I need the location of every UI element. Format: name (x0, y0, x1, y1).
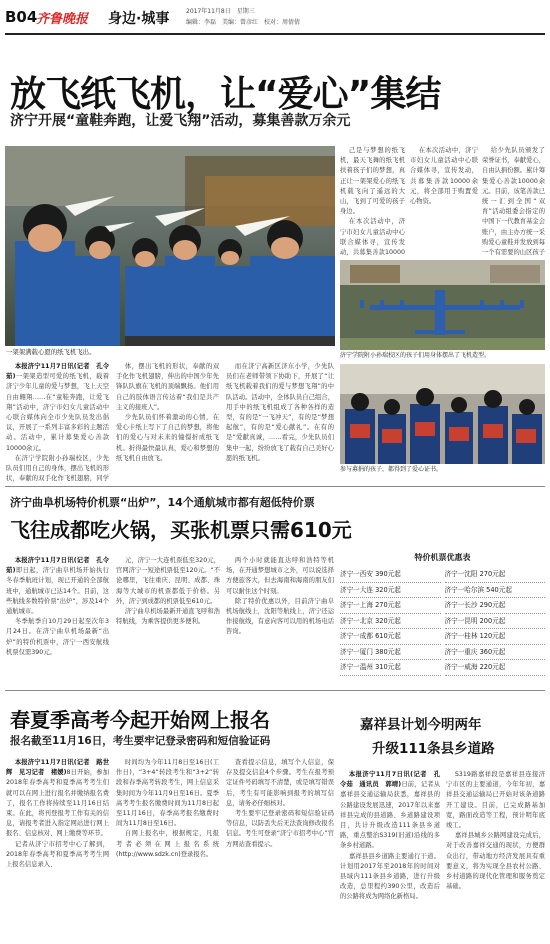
ticket-table-grid (340, 567, 545, 676)
ticket-paragraph: 济宁曲阜机场最新开通直飞呼和浩特航线，为乘客提供更多便利。 (116, 607, 220, 626)
gaokao-paragraph: 自网上报名中，根据规定，凡报考者必须在网上报名系统(http://www.sdzk.cn)登录报名。 (116, 830, 219, 858)
gaokao-column-2 (116, 758, 219, 942)
ticket-column-2 (116, 556, 220, 686)
ticket-paragraph: 两个小时就能直达呼和浩特等机场，在开通梦想城市之外，可以说选择方便旅客大，但去海南和海南的朋友们可以耐住这个时刻。 (226, 557, 334, 595)
ticket-row: 济宁一温州 310元起 (340, 660, 441, 676)
lead-right-para: 己是与梦想的纸飞机，最天飞舞的纸飞机扶着孩子们的梦想，真正让一架架爱心的纸飞机载飞向了遥远的大山，飞到了可爱的孩子身边。 (340, 147, 405, 216)
lead-headline-part1: 放飞纸飞机，让 (10, 74, 256, 115)
lead-paragraph: 而在济宁高新区济东小学，少先队员们在老师带领下协助下，开展了“让纸飞机载着我们的爱与梦想飞翔”的中队活动。活动中，全体队员自己组合，用手中的纸飞机组成了各种各样的造型，有的是“一飞冲天”，有的是“梦想起航”，有的是“爱心献礼”。在有的是“爱献真诚，……看完，少先队员们集中一起，纷纷放飞了载有自己美好心愿的纸飞机。 (226, 363, 334, 462)
gaokao-column-3 (226, 758, 334, 942)
lead-column-1 (6, 362, 109, 482)
ticket-paragraph: 除了特价优惠以外，目前济宁曲阜机场航线上，沈阳等航线上，济宁还运作接航线，有意向客可以用的机场电话咨询。 (226, 597, 334, 636)
lead-headline-part3: 集结 (370, 74, 441, 115)
ticket-table-title: 特价机票优惠表 (414, 553, 471, 562)
ticket-paragraph: 冬季航季自10月29日起至次年3月24日。在济宁曲阜机场最新“出炉”的特价机票中，济宁一西安航线机票仅需390元。 (6, 618, 109, 656)
lead-right-text-c (482, 146, 545, 258)
roads-column-2 (446, 770, 545, 942)
ticket-table (340, 552, 545, 686)
plane-formation-caption: 济宁学院附小孙瑞校区的孩子们用身体摆出了飞机造型。 (340, 352, 491, 359)
certificate-photo (340, 364, 545, 464)
roads-headline-2: 升级111条县乡道路 (372, 741, 495, 757)
ticket-row: 济宁一成都 610元起 (340, 629, 441, 645)
gaokao-headline: 春夏季高考今起开始网上报名 (10, 708, 270, 732)
section-name: 身边·城事 (108, 11, 170, 27)
certificate-image (340, 364, 545, 464)
ticket-right-col (445, 567, 546, 676)
lead-paragraph: 体，摆出飞机的形状，奉献的双手化作飞机翅膀，伸出的中国少年先锋队队旗在飞机的顶端飘扬。他们用自己的肢体语言传达着“我们是共产主义的接班人”。 (116, 363, 219, 411)
ticket-row: 济宁一大连 320元起 (340, 583, 441, 599)
lead-column-3 (226, 362, 334, 482)
lead-right-para: 在本次活动中，济宁市妇女儿童活动中心联合媒体寻，宣传发动，共募集善款10000 (340, 218, 405, 256)
ticket-paragraph: 元，济宁一大连机票低至320元，官网济宁一短途机票低至120元。“不论哪里，飞往重庆、昆明、成都、珠海等大城市的机票都低于价格。另外，济宁到成都的机票低至610元。 (116, 557, 220, 605)
ticket-left-col (340, 567, 441, 676)
ticket-kicker: 济宁曲阜机场特价机票“出炉”，14个通航城市都有超低特价票 (10, 496, 315, 509)
page-header (0, 0, 550, 34)
plane-formation-photo (340, 260, 545, 350)
dateline: 本报济宁11月7日讯(记者 孔令茹) (6, 363, 109, 381)
gaokao-paragraph: 查看提示信息，填写个人信息，保存及提交信息4个步骤。考生在报考预定证件号码填写不清楚，或是填写错误后，考生有可能影响到报考的填写信息，请务必仔细核对。 (226, 759, 334, 807)
dateline: 本报济宁11月7日讯(记者 孔令茹 通讯员 郭靖) (340, 771, 440, 789)
lead-paragraph: 少先队员们怀着激动的心情，在爱心卡纸上写下了自己的梦想，将他们的爱心与对未来的憧憬折成纸飞机。折得最快最认真，爱心和梦想的纸飞机自由放飞。 (116, 413, 219, 462)
lead-right-para: 在本次活动中，济宁市妇女儿童活动中心联合媒体寻，宣传发动，共募集善款10000余元，将全部用于购置爱心物资。 (410, 147, 478, 205)
plane-formation-image (340, 260, 545, 350)
lead-photo-image (5, 146, 335, 346)
roads-paragraph: S319路嘉祥段是嘉祥县连接济宁市区的主要通道，今年年初，嘉祥县交通运输局已开始对该条道路开工建设。目前，已完成路基加宽，路面改造等工程，预计明年底竣工。 (446, 771, 545, 829)
ticket-row: 济宁一昆明 200元起 (445, 614, 546, 630)
editors-line: 编辑：李磊 美编：曾彦红 校对：周倩倩 (186, 19, 301, 26)
page-number: B04 (5, 8, 38, 26)
ticket-row: 济宁一桂林 120元起 (445, 629, 546, 645)
ticket-row: 济宁一西安 390元起 (340, 567, 441, 583)
roads-column-1 (340, 770, 440, 942)
ticket-row: 济宁一沈阳 270元起 (445, 567, 546, 583)
header-rule (5, 33, 545, 35)
gaokao-paragraph: 记者从济宁市招考中心了解到，2018年春季高考和夏季高考考生网上报名信息录入、 (6, 840, 109, 868)
lead-headline-part2: “爱心” (255, 74, 371, 115)
lead-right-text-b (410, 146, 478, 258)
lead-subtitle: 济宁开展“童鞋奔跑，让爱飞翔”活动，募集善款万余元 (10, 113, 351, 129)
section-divider (5, 690, 545, 691)
gaokao-subtitle: 报名截至11月16日，考生要牢记登录密码和短信验证码 (10, 735, 271, 747)
ticket-row: 济宁一威海 220元起 (445, 660, 546, 676)
issue-date: 2017年11月8日 星期三 (186, 8, 255, 15)
dateline: 本报济宁11月7日讯(记者 路世辉 见习记者 褚媛) (6, 759, 109, 777)
lead-photo (5, 146, 335, 346)
lead-right-para: 给少先队员颁发了荣誉证书，奉献爱心，自由认捐份额。累计筹集爱心善款10000余元。目前，该笔善款已统一汇到全国“双育”活动组委会指定的中国下一代教育基金会账户，由主办方统一采购爱心童鞋并发放到每一个有需要的山区孩子 (482, 147, 545, 256)
roads-paragraph: 嘉祥县城乡公路网建设完成后，对于改善嘉祥交通的现状，方便群众出行，带动地方经济发展具有重要意义，将为实现全县农村公路、乡村道路的现代化管理和服务奠定基础。 (446, 832, 545, 891)
ticket-row: 济宁一厦门 380元起 (340, 645, 441, 661)
certificate-caption: 参与募捐的孩子，都得到了爱心证书。 (340, 466, 443, 473)
dateline: 本报济宁11月7日讯(记者 孔令茹) (6, 557, 109, 575)
gaokao-paragraph: 考生要牢记登录密码和短信验证码等信息，以防丢失后无法查询修改报名信息。考生可登录“济宁市招考中心”官方网站查看提示。 (226, 809, 334, 848)
ticket-row: 济宁一哈尔滨 540元起 (445, 583, 546, 599)
lead-paragraph: 本报济宁11月7日讯(记者 孔令茹)一架架造型可爱的纸飞机，载着济宁少年儿童的爱与梦想，飞上天空自由翱翔……在“童鞋奔跑，让爱飞翔”活动中，济宁市妇女儿童活动中心联合媒体向全市少先队员发出倡议，开展了一系列丰富多彩的主题活动。活动中，累计募集爱心善款10000余元。 (6, 363, 109, 452)
ticket-row: 济宁一长沙 290元起 (445, 598, 546, 614)
gaokao-paragraph: 本报济宁11月7日讯(记者 路世辉 见习记者 褚媛)8日开始，参加2018年春季高考和夏季高考考生们就可以在网上进行报名并缴纳报名费了，报名工作将持续至11月16日结束。在此，将刊登报考工作有关的信息，请报考者进入指定网站进行网上报名、信息核对、网上缴费等环节。 (6, 759, 109, 838)
ticket-column-3 (226, 556, 334, 686)
lead-photo-caption: 一架架满载心愿的纸飞机飞出。 (6, 348, 96, 356)
ticket-row: 济宁一北京 320元起 (340, 614, 441, 630)
section-divider (5, 486, 545, 487)
roads-headline-1: 嘉祥县计划今明两年 (360, 717, 482, 733)
lead-column-2 (116, 362, 219, 482)
roads-paragraph: 嘉祥县县乡道路主要通行干道。计划用2017年至2018年的时间对县域内111条县乡道路，进行升级改造，总里程约390公里，改造后的公路将成为网络化新格局。 (340, 852, 440, 901)
roads-paragraph: 本报济宁11月7日讯(记者 孔令茹 通讯员 郭靖)日前，记者从嘉祥县交通运输局获悉，嘉祥县的公路建设发展迅速，2017年以来嘉祥县完成的县道路、乡道路建设项目，共计升级改造111条县乡道路，重点整治S319(旧道)沿线的多条乡村道路。 (340, 771, 440, 850)
paper-logo: 齐鲁晚报 (36, 12, 89, 27)
ticket-column-1 (6, 556, 109, 686)
ticket-row: 济宁一上海 270元起 (340, 598, 441, 614)
ticket-row: 济宁一重庆 360元起 (445, 645, 546, 661)
lead-paragraph: 在济宁学院附小孙瑞校区，少先队员们用自己的身体，摆出飞机的形状，奉献的双手化作飞机翅膀，同学 (6, 454, 109, 482)
gaokao-paragraph: 时间均为今年11月8日至16日(工作日)，“3+4”转段考生和“3+2”转段和春季高考转段考生，网上信息采集时间为今年11月9日至16日。夏季高考考生报名缴费时间为11月8日起至11月16日，春季高考报名缴费时间为11月8日至16日。 (116, 759, 219, 828)
lead-right-text-a (340, 146, 405, 258)
ticket-headline: 飞往成都吃火锅，买张机票只需610元 (10, 518, 352, 542)
ticket-paragraph: 本报济宁11月7日讯(记者 孔令茹)即日起，济宁曲阜机场开始执行冬春季航班计划，现已开通的全部航班中，通航城市已达14个。目前，这些航线多数特价票“出炉”，涉及14个通航城市。 (6, 557, 109, 615)
gaokao-column-1 (6, 758, 109, 942)
